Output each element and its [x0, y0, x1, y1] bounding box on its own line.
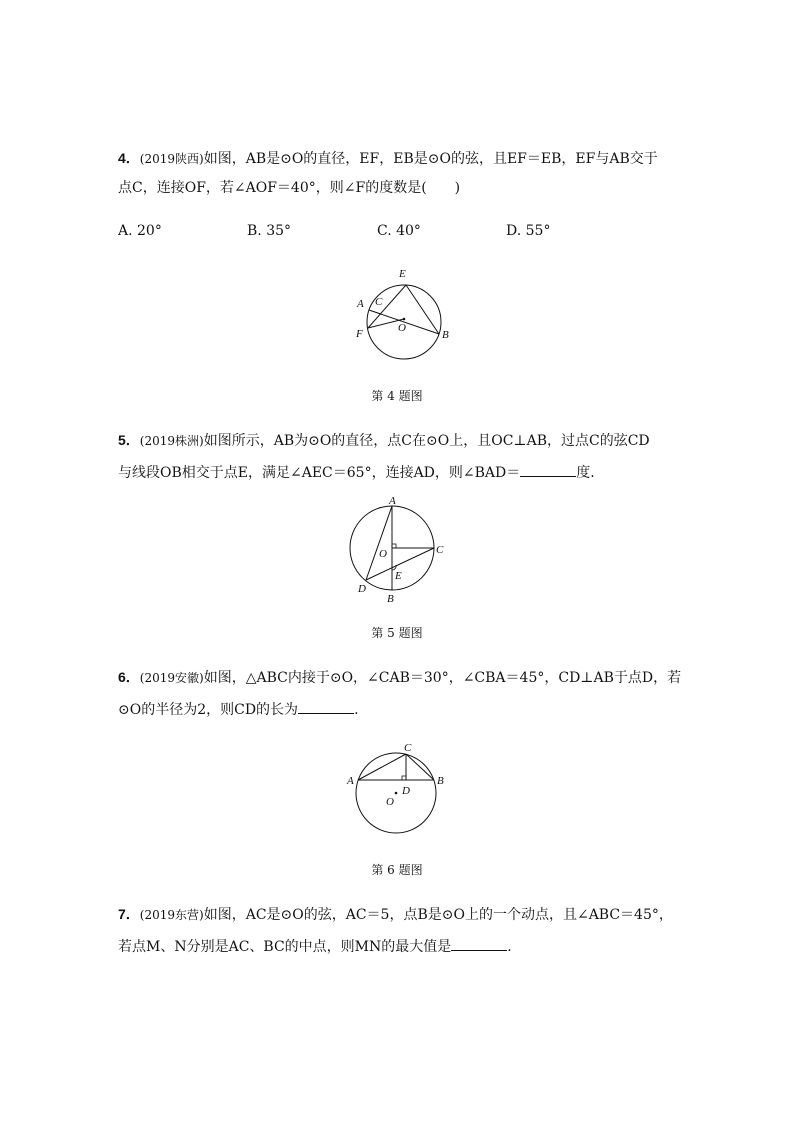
q5-label-b: B [387, 593, 394, 605]
q5-number: 5 [118, 432, 126, 448]
q7-source: (2019东营) [139, 908, 204, 922]
q4-text-1: 如图，AB是⊙O的直径，EF，EB是⊙O的弦，且EF＝EB，EF与AB交于 [203, 151, 658, 167]
q4-caption: 第 4 题图 [371, 389, 423, 403]
q6-line-1: 6．(2019安徽)如图，△ABC内接于⊙O，∠CAB＝30°，∠CBA＝45°，CD⊥AB于点D，若 [118, 669, 682, 686]
q5-text-2b: 度. [576, 465, 595, 481]
q6-label-b: B [437, 775, 444, 787]
q5-label-e: E [395, 570, 402, 582]
q5-answer-blank[interactable] [520, 462, 576, 477]
q7-line-2 [118, 936, 512, 957]
q4-label-e: E [399, 268, 406, 280]
q4-label-f: F [356, 328, 363, 340]
q6-source: (2019安徽) [139, 671, 204, 685]
q6-line-2 [118, 699, 359, 720]
q7-line-1: 7．(2019东营)如图，AC是⊙O的弦，AC＝5，点B是⊙O上的一个动点，且∠ABC＝45°， [118, 906, 673, 923]
q6-text-1: 如图，△ABC内接于⊙O，∠CAB＝30°，∠CBA＝45°，CD⊥AB于点D，若 [203, 670, 682, 686]
q6-label-d: D [402, 785, 410, 797]
q5-text-1: 如图所示，AB为⊙O的直径，点C在⊙O上，且OC⊥AB，过点C的弦CD [203, 433, 650, 449]
q4-option-c[interactable]: C. 40° [377, 223, 421, 239]
q7-text-2b: . [507, 939, 512, 955]
q4-text-2: 点C，连接OF，若∠AOF＝40°，则∠F的度数是( ) [118, 180, 461, 196]
q4-figure [340, 262, 460, 362]
q5-label-o: O [379, 548, 387, 560]
q4-line-2 [118, 178, 460, 198]
q6-number: 6 [118, 669, 126, 685]
q6-caption: 第 6 题图 [371, 863, 423, 877]
q5-label-a: A [389, 495, 396, 507]
q5-source: (2019株洲) [139, 434, 204, 448]
q5-label-c: C [436, 544, 444, 556]
q6-label-c: C [404, 742, 412, 754]
q4-source: (2019陕西) [139, 152, 204, 166]
q6-answer-blank[interactable] [298, 699, 354, 714]
q4-label-a: A [357, 298, 364, 310]
q4-label-o: O [398, 322, 406, 334]
q5-label-d: D [358, 583, 366, 595]
q4-option-b[interactable]: B. 35° [247, 223, 292, 239]
q4-number: 4 [118, 150, 126, 166]
q4-label-b: B [442, 329, 449, 341]
q5-figure [340, 492, 460, 612]
q5-line-1: 5．(2019株洲)如图所示，AB为⊙O的直径，点C在⊙O上，且OC⊥AB，过点C的弦CD [118, 432, 650, 449]
q7-number: 7 [118, 906, 126, 922]
q6-label-a: A [347, 775, 354, 787]
q6-figure [340, 736, 460, 846]
q4-label-c: C [375, 296, 383, 308]
q7-text-1: 如图，AC是⊙O的弦，AC＝5，点B是⊙O上的一个动点，且∠ABC＝45°， [203, 907, 673, 923]
q4-option-d[interactable]: D. 55° [506, 223, 551, 239]
q5-caption: 第 5 题图 [371, 626, 423, 640]
q5-text-2a: 与线段OB相交于点E，满足∠AEC＝65°，连接AD，则∠BAD＝ [118, 465, 521, 481]
q7-answer-blank[interactable] [451, 936, 507, 951]
q6-text-2b: . [354, 702, 359, 718]
q4-line-1: 4．(2019陕西)如图，AB是⊙O的直径，EF，EB是⊙O的弦，且EF＝EB，EF与AB交于 [118, 150, 658, 167]
q6-text-2a: ⊙O的半径为2，则CD的长为 [118, 702, 299, 718]
q5-line-2 [118, 462, 595, 483]
q4-option-a[interactable]: A. 20° [118, 223, 162, 239]
q7-text-2a: 若点M、N分别是AC、BC的中点，则MN的最大值是 [118, 939, 452, 955]
q6-label-o: O [386, 796, 394, 808]
